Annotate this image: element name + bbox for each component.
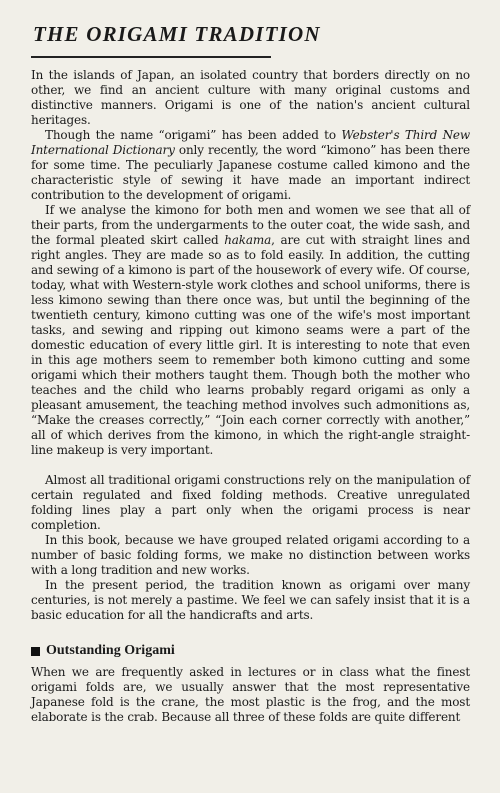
square-bullet-icon	[31, 647, 40, 656]
paragraph-gap	[31, 458, 470, 473]
section-gap	[31, 623, 470, 643]
section-heading-text: Outstanding Origami	[46, 643, 175, 658]
title-rule	[31, 56, 271, 58]
paragraph-dictionary-text-a: Though the name “origami” has been added to	[45, 128, 342, 142]
paragraph-kimono	[31, 203, 470, 458]
paragraph-present-period: In the present period, the tradition known as origami over many centuries, is not merely a pastime. We feel we can safely insist that it is a basic education for all the handicrafts and arts.	[31, 578, 470, 622]
dictionary-title: Webster's Third New International Dictionary	[31, 128, 471, 157]
hakama-term: hakama	[224, 233, 272, 247]
paragraph-kimono-text-b: , are cut with straight lines and right angles. They are made so as to fold easily. In addition, the cutting and sewing of a kimono is part of the housework of every wife. Of course, today, what with Western-style work clothes and school uniforms, there is less kimono sewing than there once was, but until the beginning of the twentieth century, kimono cutting was one of the wife's most important tasks, and sewing and ripping out kimono seams were a part of the domestic education of every little girl. It is interesting to note that even in this age mothers seem to remember both kimono cutting and some origami which their mothers taught them. Though both the mother who teaches and the child who learns probably regard origami as only a pleasant amusement, the teaching method involves such admonitions as, “Make the creases correctly,” “Join each corner correctly with another,” all of which derives from the kimono, in which the right-angle straight-line makeup is very important.	[31, 233, 470, 457]
paragraph-dictionary	[31, 128, 470, 203]
paragraph-outstanding: When we are frequently asked in lectures or in class what the finest origami folds are, we usually answer that the most representative Japanese fold is the crane, the most plastic is the frog, and the most elaborate is the crab. Because all three of these folds are quite different	[31, 665, 470, 724]
paragraph-dictionary-text-b: only recently, the word “kimono” has been there for some time. The peculiarly Japanese costume called kimono and the characteristic style of sewing it have made an important indirect contribution to the development of origami.	[31, 143, 470, 202]
paragraph-this-book: In this book, because we have grouped related origami according to a number of basic folding forms, we make no distinction between works with a long tradition and new works.	[31, 533, 470, 577]
paragraph-folding-methods: Almost all traditional origami constructions rely on the manipulation of certain regulated and fixed folding methods. Creative unregulated folding lines play a part only when the origami process is near completion.	[31, 473, 470, 532]
section-heading	[31, 643, 470, 659]
page-title: THE ORIGAMI TRADITION	[33, 22, 321, 46]
paragraph-intro: In the islands of Japan, an isolated country that borders directly on no other, we find an ancient culture with many original customs and distinctive manners. Origami is one of the nation's ancient cultural heritages.	[31, 68, 470, 127]
paragraph-kimono-text-a: If we analyse the kimono for both men and women we see that all of their parts, from the undergarments to the outer coat, the wide sash, and the formal pleated skirt called	[31, 203, 470, 247]
